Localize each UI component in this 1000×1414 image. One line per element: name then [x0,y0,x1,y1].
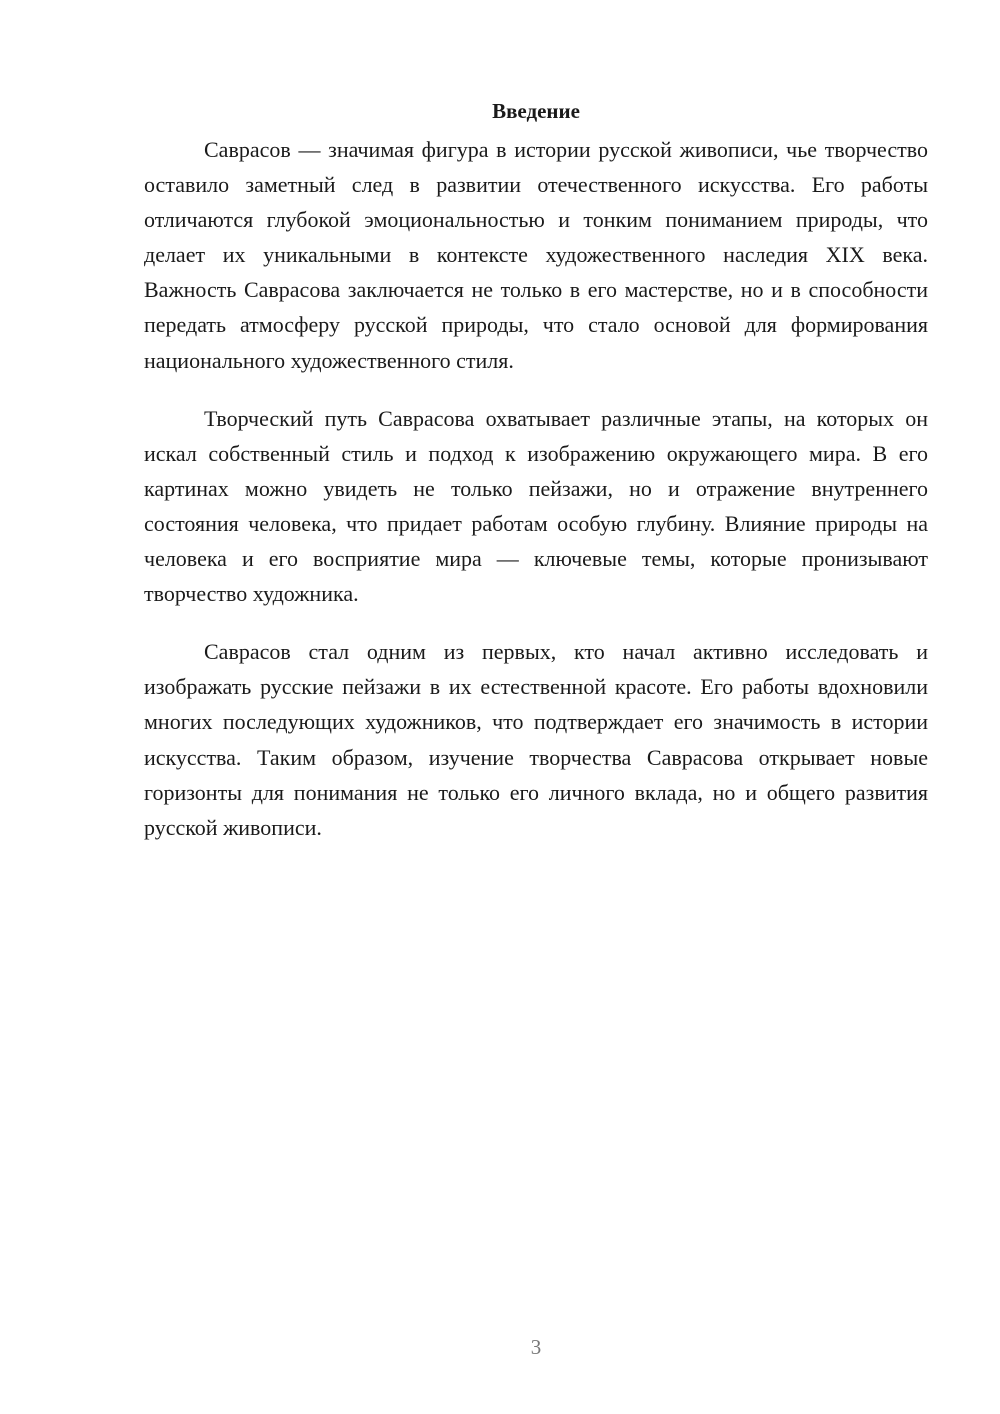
paragraph-2: Творческий путь Саврасова охватывает различные этапы, на которых он искал собственный стиль и подход к изображению окружающего мира. В его картинах можно увидеть не только пейзажи, но и отражение внутреннего состояния человека, что придает работам особую глубину. Влияние природы на человека и его восприятие мира — ключевые темы, которые пронизывают творчество художника. [144,405,928,607]
page-content [144,96,928,868]
paragraph-1: Саврасов — значимая фигура в истории русской живописи, чье творчество оставило заметный след в развитии отечественного искусства. Его работы отличаются глубокой эмоциональностью и тонким пониманием природы, что делает их уникальными в контексте художественного наследия XIX века. Важность Саврасова заключается не только в его мастерстве, но и в способности передать атмосферу русской природы, что стало основой для формирования национального художественного стиля. [144,137,928,373]
paragraph-3: Саврасов стал одним из первых, кто начал активно исследовать и изображать русские пейзажи в их естественной красоте. Его работы вдохновили многих последующих художников, что подтверждает его значимость в истории искусства. Таким образом, изучение творчества Саврасова открывает новые горизонты для понимания не только его личного вклада, но и общего развития русской живописи. [144,639,928,840]
section-heading: Введение [492,99,580,123]
page-number: 3 [530,1335,542,1359]
